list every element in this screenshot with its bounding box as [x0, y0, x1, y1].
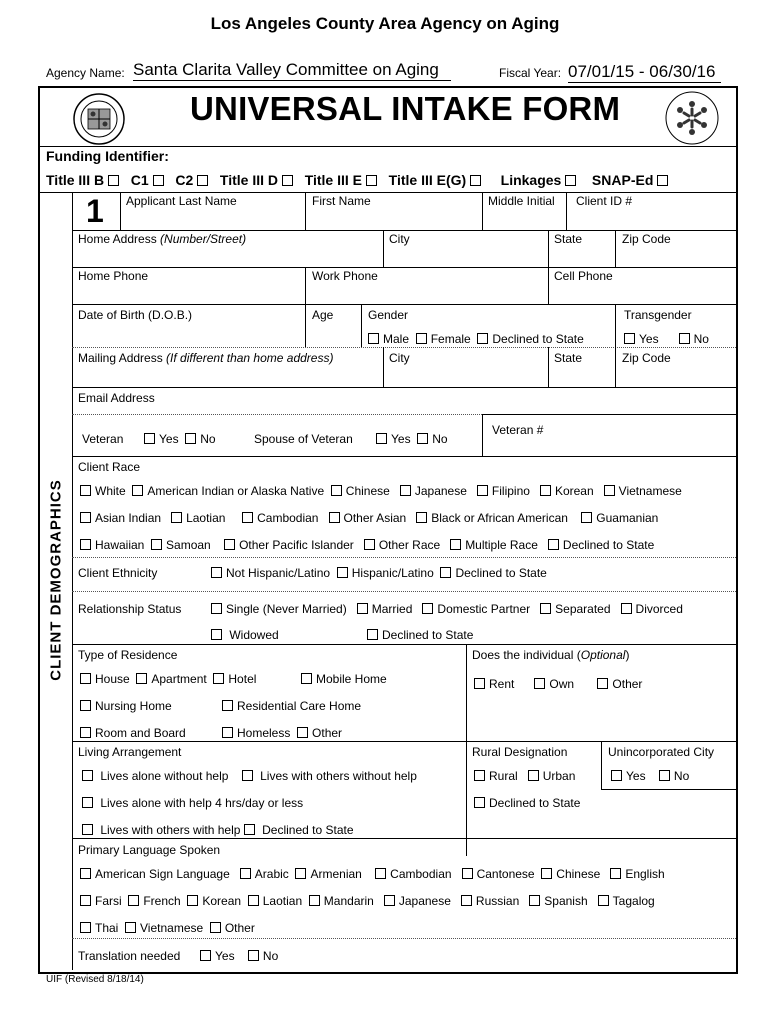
unincorporated-city-label: Unincorporated City [608, 745, 715, 759]
language-laotian-checkbox[interactable]: Laotian [248, 894, 302, 908]
transgender-yes-checkbox[interactable]: Yes [624, 332, 659, 346]
language-english-checkbox[interactable]: English [610, 867, 664, 881]
state-label[interactable]: State [554, 232, 583, 246]
section-side-label: CLIENT DEMOGRAPHICS [47, 479, 65, 681]
language-row-3 [80, 921, 255, 935]
home-address-label[interactable]: Home Address (Number/Street) [78, 232, 247, 246]
funding-option-title-iii-d[interactable]: Title III D [220, 172, 297, 188]
spouse-veteran-options [376, 432, 448, 446]
living-declined-checkbox[interactable]: Declined to State [244, 823, 354, 837]
relationship-row-1 [211, 602, 683, 616]
race-row-2 [80, 511, 658, 525]
relationship-status-label: Relationship Status [78, 602, 182, 616]
primary-language-label: Primary Language Spoken [78, 843, 221, 857]
language-mandarin-checkbox[interactable]: Mandarin [309, 894, 374, 908]
unincorporated-yes-checkbox[interactable]: Yes [611, 769, 646, 783]
form-title: UNIVERSAL INTAKE FORM [190, 90, 621, 127]
agency-title: Los Angeles County Area Agency on Aging [210, 14, 560, 33]
language-korean-checkbox[interactable]: Korean [187, 894, 241, 908]
living-others-no-help-checkbox[interactable]: Lives with others without help [242, 769, 417, 783]
age-label[interactable]: Age [312, 308, 334, 322]
residence-homeless-row [222, 726, 342, 740]
race-chinese-checkbox[interactable]: Chinese [331, 484, 390, 498]
funding-options [46, 172, 672, 188]
race-cambodian-checkbox[interactable]: Cambodian [242, 511, 318, 525]
race-asian-indian-checkbox[interactable]: Asian Indian [80, 511, 161, 525]
ownership-rent-checkbox[interactable]: Rent [474, 677, 514, 691]
unincorporated-no-checkbox[interactable]: No [659, 769, 689, 783]
client-ethnicity-label: Client Ethnicity [78, 566, 158, 580]
living-alone-no-help-checkbox[interactable]: Lives alone without help [82, 769, 228, 783]
living-others-with-help-checkbox[interactable]: Lives with others with help [82, 823, 240, 837]
ownership-options [474, 677, 642, 691]
spouse-veteran-no-checkbox[interactable]: No [417, 432, 447, 446]
residence-nursing-home-checkbox[interactable]: Nursing Home [80, 699, 172, 713]
ethnicity-hispanic-checkbox[interactable]: Hispanic/Latino [337, 566, 434, 580]
residence-house-checkbox[interactable]: House [80, 672, 130, 686]
residence-mobile-home-checkbox[interactable]: Mobile Home [301, 672, 387, 686]
ethnicity-options [211, 566, 547, 580]
race-hawaiian-checkbox[interactable]: Hawaiian [80, 538, 144, 552]
relationship-married-checkbox[interactable]: Married [357, 602, 413, 616]
race-guamanian-checkbox[interactable]: Guamanian [581, 511, 658, 525]
race-other-pacific-checkbox[interactable]: Other Pacific Islander [224, 538, 354, 552]
race-row-1 [80, 484, 682, 498]
spouse-veteran-yes-checkbox[interactable]: Yes [376, 432, 411, 446]
language-farsi-checkbox[interactable]: Farsi [80, 894, 122, 908]
relationship-divorced-checkbox[interactable]: Divorced [621, 602, 683, 616]
mailing-city-label[interactable]: City [389, 351, 410, 365]
language-row-1 [80, 867, 665, 881]
community-services-logo-icon [664, 90, 720, 146]
language-japanese-checkbox[interactable]: Japanese [384, 894, 451, 908]
residence-other-checkbox[interactable]: Other [297, 726, 342, 740]
county-seal-icon [72, 92, 126, 146]
gender-male-checkbox[interactable]: Male [368, 332, 409, 346]
living-arrangement-label: Living Arrangement [78, 745, 182, 759]
funding-option-c1[interactable]: C1 [131, 172, 168, 188]
living-row-1 [82, 769, 417, 783]
mailing-zip-label[interactable]: Zip Code [622, 351, 671, 365]
relationship-single-checkbox[interactable]: Single (Never Married) [211, 602, 347, 616]
language-french-checkbox[interactable]: French [128, 894, 180, 908]
type-of-residence-label: Type of Residence [78, 648, 178, 662]
race-american-indian-checkbox[interactable]: American Indian or Alaska Native [132, 484, 324, 498]
residence-hotel-checkbox[interactable]: Hotel [213, 672, 256, 686]
residence-apartment-checkbox[interactable]: Apartment [136, 672, 206, 686]
race-vietnamese-checkbox[interactable]: Vietnamese [604, 484, 682, 498]
language-russian-checkbox[interactable]: Russian [461, 894, 519, 908]
transgender-options [624, 332, 709, 346]
funding-option-c2[interactable]: C2 [175, 172, 212, 188]
client-race-label: Client Race [78, 460, 141, 474]
race-multiple-checkbox[interactable]: Multiple Race [450, 538, 538, 552]
rural-options [474, 769, 575, 783]
translation-yes-checkbox[interactable]: Yes [200, 949, 235, 963]
gender-options [368, 332, 584, 346]
dob-label[interactable]: Date of Birth (D.O.B.) [78, 308, 193, 322]
revision-note: UIF (Revised 8/18/14) [46, 974, 144, 985]
agency-name-label: Agency Name: [46, 66, 125, 80]
language-thai-checkbox[interactable]: Thai [80, 921, 118, 935]
ownership-other-checkbox[interactable]: Other [597, 677, 642, 691]
veteran-number-label[interactable]: Veteran # [492, 423, 544, 437]
funding-identifier-label: Funding Identifier: [46, 148, 169, 164]
funding-option-title-iii-eg[interactable]: Title III E(G) [389, 172, 485, 188]
living-row-3 [82, 823, 354, 837]
mailing-address-label[interactable]: Mailing Address (If different than home address) [78, 351, 334, 365]
ownership-own-checkbox[interactable]: Own [534, 677, 574, 691]
gender-declined-checkbox[interactable]: Declined to State [477, 332, 583, 346]
ethnicity-not-hispanic-checkbox[interactable]: Not Hispanic/Latino [211, 566, 330, 580]
middle-initial-label[interactable]: Middle Initial [488, 194, 555, 208]
funding-option-snap-ed[interactable]: SNAP-Ed [592, 172, 672, 188]
residence-row-1 [80, 672, 256, 686]
language-other-checkbox[interactable]: Other [210, 921, 255, 935]
home-phone-label[interactable]: Home Phone [78, 269, 149, 283]
translation-needed-label: Translation needed [78, 949, 181, 963]
spouse-of-veteran-label: Spouse of Veteran [254, 432, 353, 446]
residence-room-board-checkbox[interactable]: Room and Board [80, 726, 186, 740]
relationship-domestic-partner-checkbox[interactable]: Domestic Partner [422, 602, 530, 616]
veteran-yes-checkbox[interactable]: Yes [144, 432, 179, 446]
rural-declined-checkbox[interactable]: Declined to State [474, 796, 580, 810]
fiscal-year-label: Fiscal Year: [499, 66, 562, 80]
relationship-declined[interactable]: Declined to State [367, 628, 473, 642]
race-japanese-checkbox[interactable]: Japanese [400, 484, 467, 498]
gender-label: Gender [368, 308, 409, 322]
work-phone-label[interactable]: Work Phone [312, 269, 378, 283]
funding-option-title-iii-b[interactable]: Title III B [46, 172, 123, 188]
language-armenian-checkbox[interactable]: Armenian [295, 867, 361, 881]
mailing-state-label[interactable]: State [554, 351, 583, 365]
relationship-widowed[interactable]: Widowed [211, 628, 279, 642]
first-name-label[interactable]: First Name [312, 194, 371, 208]
veteran-label: Veteran [82, 432, 124, 446]
language-tagalog-checkbox[interactable]: Tagalog [598, 894, 655, 908]
race-samoan-checkbox[interactable]: Samoan [151, 538, 211, 552]
translation-no-checkbox[interactable]: No [248, 949, 278, 963]
zip-code-label[interactable]: Zip Code [622, 232, 671, 246]
ethnicity-declined-checkbox[interactable]: Declined to State [440, 566, 546, 580]
client-id-label[interactable]: Client ID # [576, 194, 633, 208]
race-black-checkbox[interactable]: Black or African American [416, 511, 568, 525]
race-other-race-checkbox[interactable]: Other Race [364, 538, 440, 552]
residence-care-home-checkbox[interactable]: Residential Care Home [222, 699, 361, 713]
race-declined-checkbox[interactable]: Declined to State [548, 538, 654, 552]
language-vietnamese-checkbox[interactable]: Vietnamese [125, 921, 203, 935]
race-laotian-checkbox[interactable]: Laotian [171, 511, 225, 525]
fiscal-year-value[interactable]: 07/01/15 - 06/30/16 [568, 62, 721, 83]
gender-female-checkbox[interactable]: Female [416, 332, 471, 346]
race-other-asian-checkbox[interactable]: Other Asian [329, 511, 407, 525]
form-border [38, 86, 738, 974]
funding-option-linkages[interactable]: Linkages [501, 172, 581, 188]
section-number: 1 [86, 193, 104, 229]
does-individual-label: Does the individual (Optional) [472, 648, 630, 662]
city-label[interactable]: City [389, 232, 410, 246]
veteran-options [144, 432, 216, 446]
living-alone-with-help-checkbox[interactable]: Lives alone with help 4 hrs/day or less [82, 796, 303, 810]
language-cantonese-checkbox[interactable]: Cantonese [462, 867, 535, 881]
residence-homeless-checkbox[interactable]: Homeless [222, 726, 290, 740]
veteran-no-checkbox[interactable]: No [185, 432, 215, 446]
language-cambodian-checkbox[interactable]: Cambodian [375, 867, 451, 881]
language-spanish-checkbox[interactable]: Spanish [529, 894, 587, 908]
race-korean-checkbox[interactable]: Korean [540, 484, 594, 498]
agency-name-value[interactable]: Santa Clarita Valley Committee on Aging [133, 60, 451, 81]
email-address-label[interactable]: Email Address [78, 391, 155, 405]
rural-urban-checkbox[interactable]: Urban [528, 769, 576, 783]
relationship-separated-checkbox[interactable]: Separated [540, 602, 610, 616]
race-white-checkbox[interactable]: White [80, 484, 126, 498]
rural-designation-label: Rural Designation [472, 745, 568, 759]
translation-options [200, 949, 278, 963]
language-asl-checkbox[interactable]: American Sign Language [80, 867, 230, 881]
applicant-last-name-label[interactable]: Applicant Last Name [126, 194, 237, 208]
race-filipino-checkbox[interactable]: Filipino [477, 484, 530, 498]
funding-option-title-iii-e[interactable]: Title III E [305, 172, 381, 188]
transgender-label: Transgender [624, 308, 692, 322]
unincorporated-options [611, 769, 689, 783]
cell-phone-label[interactable]: Cell Phone [554, 269, 613, 283]
language-chinese-checkbox[interactable]: Chinese [541, 867, 600, 881]
rural-rural-checkbox[interactable]: Rural [474, 769, 518, 783]
language-arabic-checkbox[interactable]: Arabic [240, 867, 289, 881]
language-row-2 [80, 894, 655, 908]
transgender-no-checkbox[interactable]: No [679, 332, 709, 346]
race-row-3 [80, 538, 654, 552]
